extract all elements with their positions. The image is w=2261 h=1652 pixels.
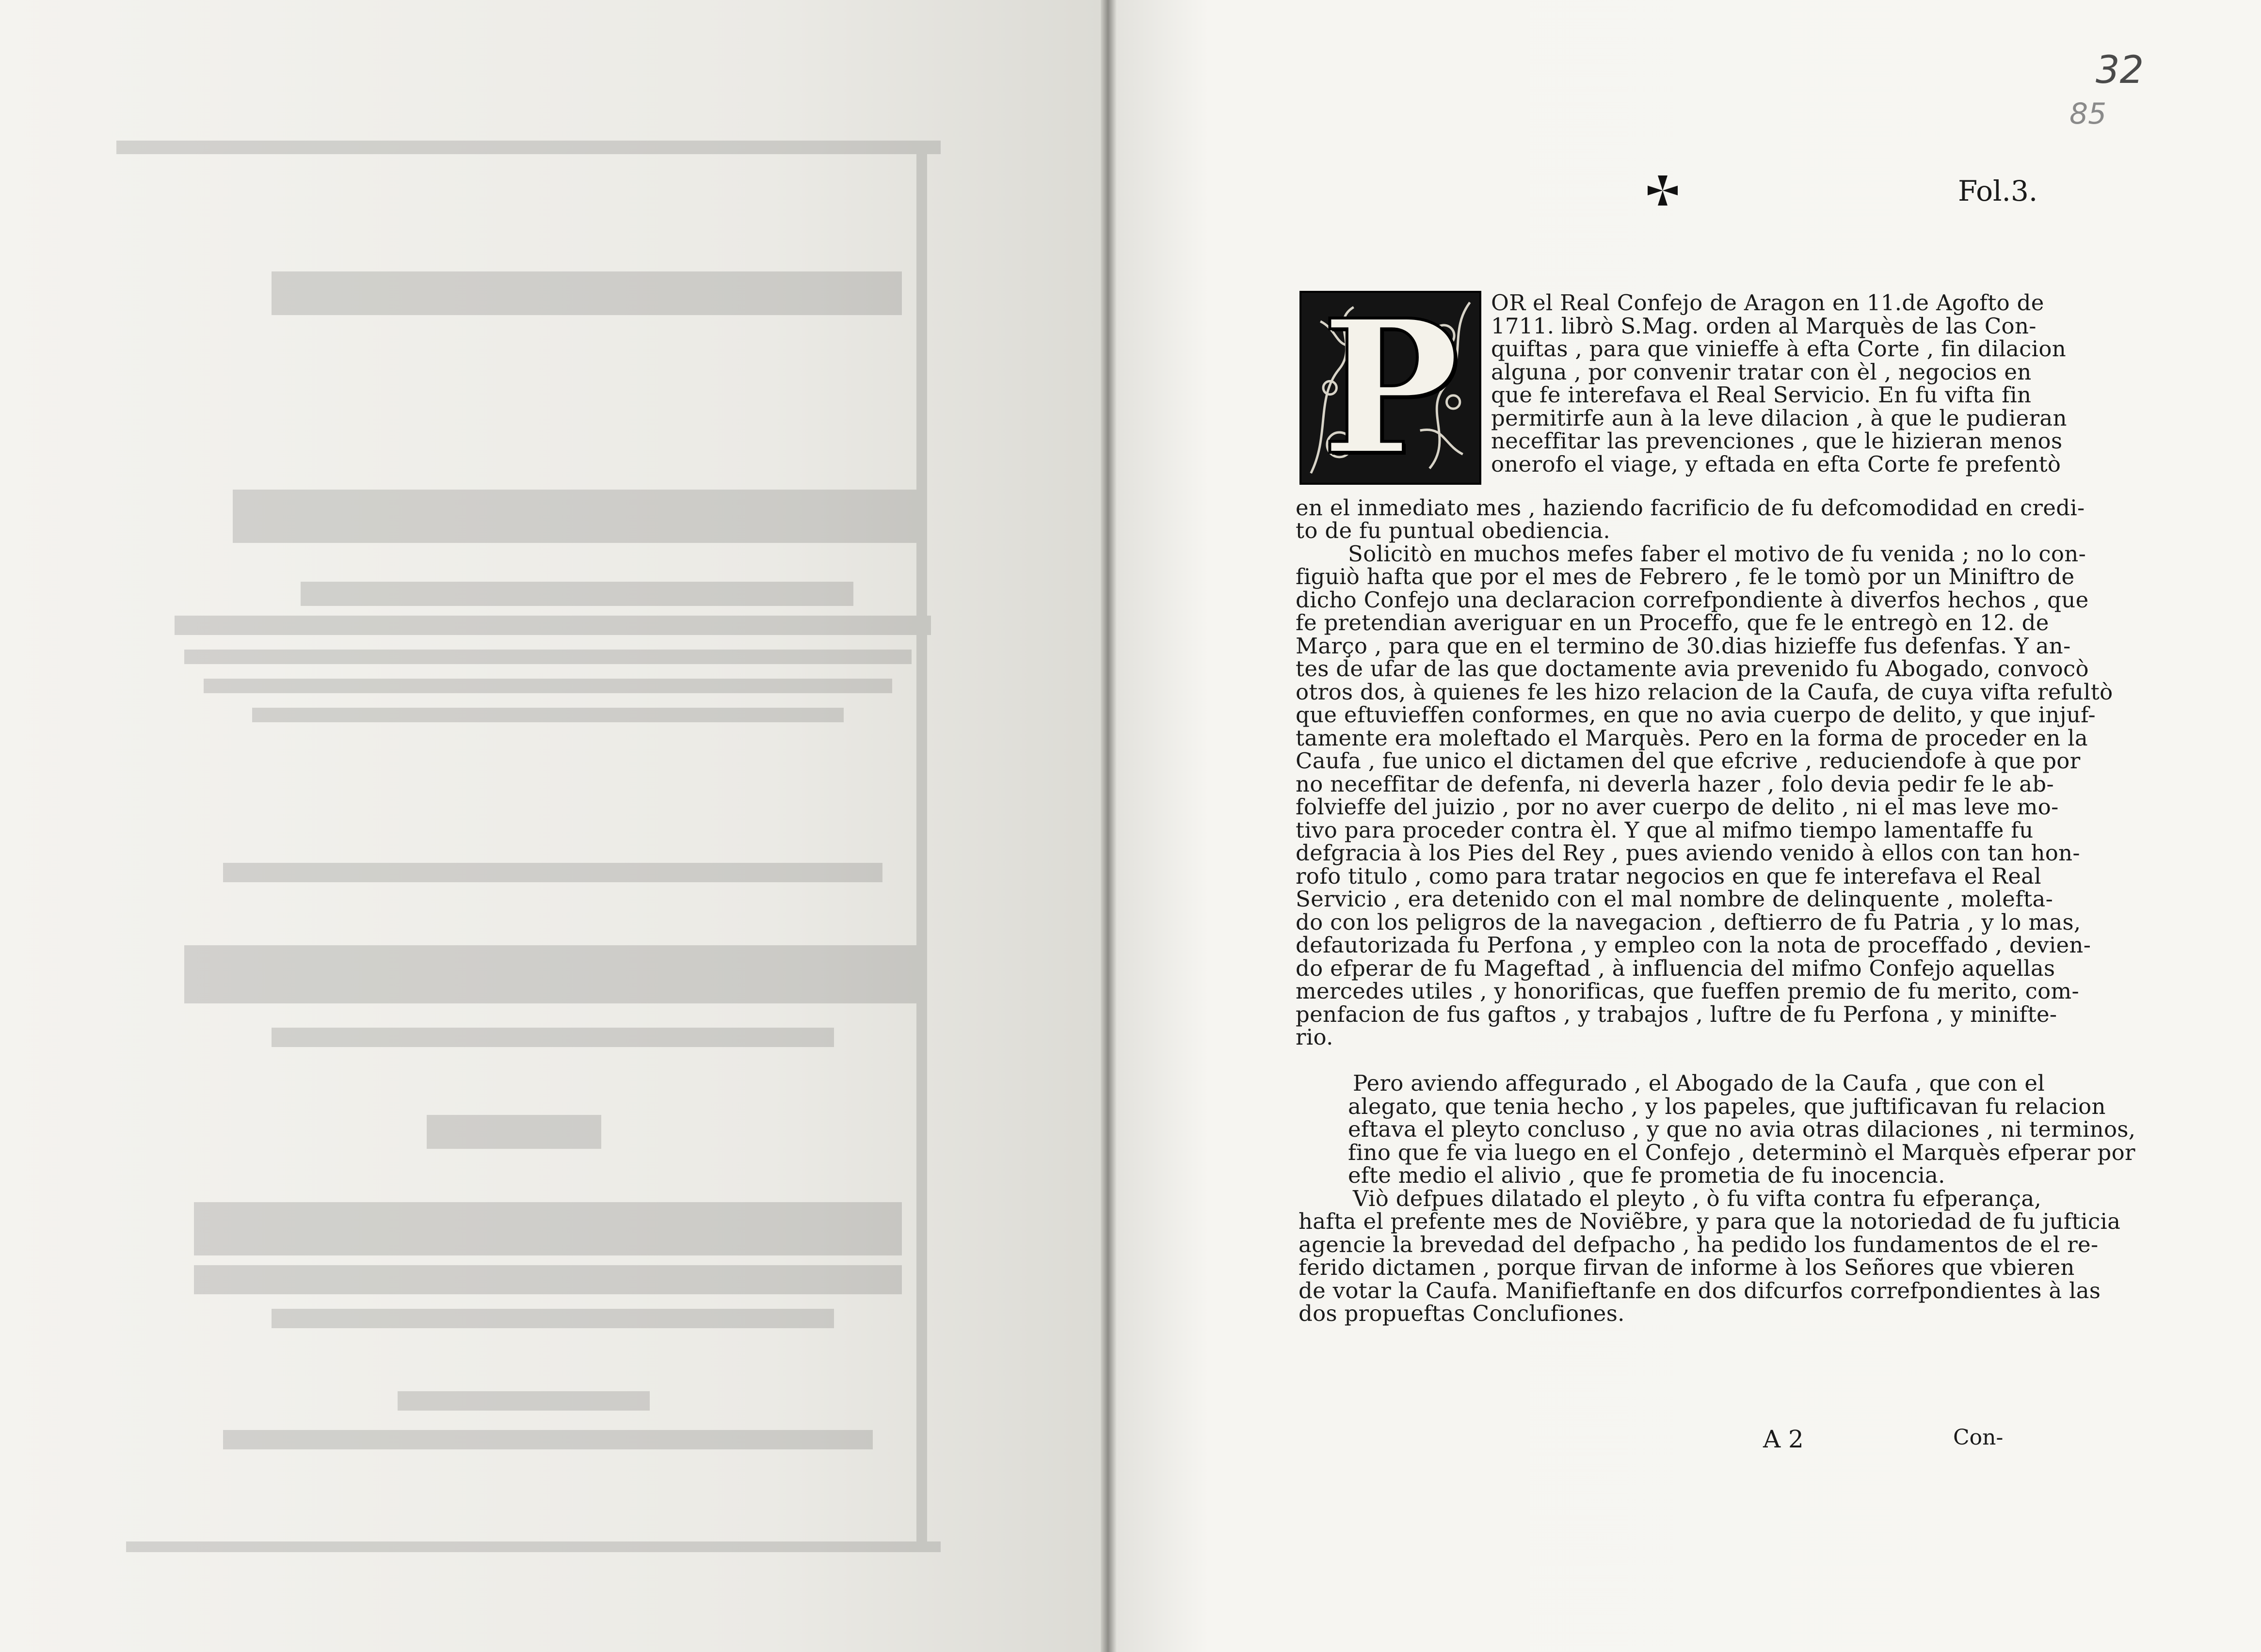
initial-letter: P [1321, 279, 1460, 496]
cross-icon [1646, 174, 1680, 207]
text-line: alegato, que tenia hecho , y los papeles, que juftificavan fu relacion [1348, 1094, 2106, 1119]
text-line: neceffitar las prevenciones , que le hizieran menos [1491, 428, 2063, 454]
text-line: fino que fe via luego en el Confejo , determinò el Marquès efperar por [1348, 1140, 2135, 1165]
text-line: de votar la Caufa. Manifieftanfe en dos difcurfos correfpondientes à las [1299, 1278, 2101, 1303]
left-page-verso [0, 0, 1101, 1652]
text-line: dos propueftas Conclufiones. [1299, 1301, 1625, 1326]
text-line: tivo para proceder contra èl. Y que al mifmo tiempo lamentaffe fu [1296, 817, 2034, 843]
text-line: Março , para que en el termino de 30.dias hizieffe fus defenfas. Y an- [1296, 633, 2071, 659]
text-line: efte medio el alivio , que fe prometia de fu inocencia. [1348, 1162, 1945, 1188]
text-line: do con los peligros de la navegacion , deftierro de fu Patria , y lo mas, [1296, 909, 2081, 935]
handwritten-folio-number: 32 [2096, 48, 2144, 92]
text-line: Solicitò en muchos mefes faber el motivo de fu venida ; no lo con- [1348, 541, 2086, 567]
book-gutter [1101, 0, 1117, 1652]
text-line: tes de ufar de las que doctamente avia prevenido fu Abogado, convocò [1296, 656, 2089, 682]
text-line: agencie la brevedad del defpacho , ha pedido los fundamentos de el re- [1299, 1232, 2099, 1257]
text-line: penfacion de fus gaftos , y trabajos , luftre de fu Perfona , y minifte- [1296, 1001, 2057, 1027]
text-line: OR el Real Confejo de Aragon en 11.de Agofto de [1491, 290, 2044, 316]
text-line: folvieffe del juizio , por no aver cuerpo de delito , ni el mas leve mo- [1296, 794, 2059, 820]
text-line: do efperar de fu Mageftad , à influencia del mifmo Confejo aquellas [1296, 955, 2055, 981]
text-line: que eftuvieffen conformes, en que no avia cuerpo de delito, y que injuf- [1296, 702, 2096, 728]
text-line: Pero aviendo affegurado , el Abogado de la Caufa , que con el [1353, 1070, 2045, 1096]
signature-mark: A 2 [1763, 1425, 1804, 1453]
text-line: quiftas , para que vinieffe à efta Corte , fin dilacion [1491, 336, 2067, 362]
text-line: hafta el prefente mes de Noviẽbre, y para que la notoriedad de fu jufticia [1299, 1208, 2121, 1234]
text-line: Caufa , fue unico el dictamen del que efcrive , reduciendofe à que por [1296, 748, 2081, 774]
bleed-through-ornaments [0, 0, 1101, 1652]
text-line: en el inmediato mes , haziendo facrificio de fu defcomodidad en credi- [1296, 495, 2085, 521]
folio-label: Fol.3. [1958, 175, 2038, 207]
text-line: dicho Confejo una declaracion correfpondiente à diverfos hechos , que [1296, 587, 2089, 613]
text-line: alguna , por convenir tratar con èl , negocios en [1491, 359, 2032, 385]
catchword: Con- [1953, 1425, 2004, 1450]
text-line: eftava el pleyto concluso , y que no avia otras dilaciones , ni terminos, [1348, 1116, 2136, 1142]
text-line: rio. [1296, 1024, 1333, 1050]
decorated-initial [1299, 279, 1481, 496]
text-line: Viò defpues dilatado el pleyto , ò fu vifta contra fu efperança, [1353, 1186, 2042, 1211]
text-line: defgracia à los Pies del Rey , pues aviendo venido à ellos con tan hon- [1296, 840, 2080, 866]
handwritten-folio-number-old: 85 [2069, 97, 2107, 131]
text-line: mercedes utiles , y honorificas, que fueffen premio de fu merito, com- [1296, 978, 2079, 1004]
text-line: permitirfe aun à la leve dilacion , à que le pudieran [1491, 405, 2067, 431]
text-line: defautorizada fu Perfona , y empleo con la nota de proceffado , devien- [1296, 932, 2091, 958]
text-line: fe pretendian averiguar en un Proceffo, que fe le entregò en 12. de [1296, 610, 2049, 635]
text-line: otros dos, à quienes fe les hizo relacion de la Caufa, de cuya vifta refultò [1296, 679, 2113, 705]
text-line: to de fu puntual obediencia. [1296, 518, 1610, 543]
text-line: figuiò hafta que por el mes de Febrero , fe le tomò por un Miniftro de [1296, 564, 2075, 589]
text-line: que fe interefava el Real Servicio. En fu vifta fin [1491, 382, 2032, 408]
text-line: 1711. librò S.Mag. orden al Marquès de las Con- [1491, 313, 2037, 339]
text-line: onerofo el viage, y eftada en efta Corte fe prefentò [1491, 451, 2061, 477]
text-line: rofo titulo , como para tratar negocios en que fe interefava el Real [1296, 863, 2041, 889]
text-line: Servicio , era detenido con el mal nombre de delinquente , molefta- [1296, 886, 2053, 912]
text-line: tamente era moleftado el Marquès. Pero en la forma de proceder en la [1296, 725, 2088, 751]
text-line: ferido dictamen , porque firvan de informe à los Señores que vbieren [1299, 1255, 2075, 1280]
text-line: no neceffitar de defenfa, ni deverla hazer , folo devia pedir fe le ab- [1296, 771, 2054, 797]
